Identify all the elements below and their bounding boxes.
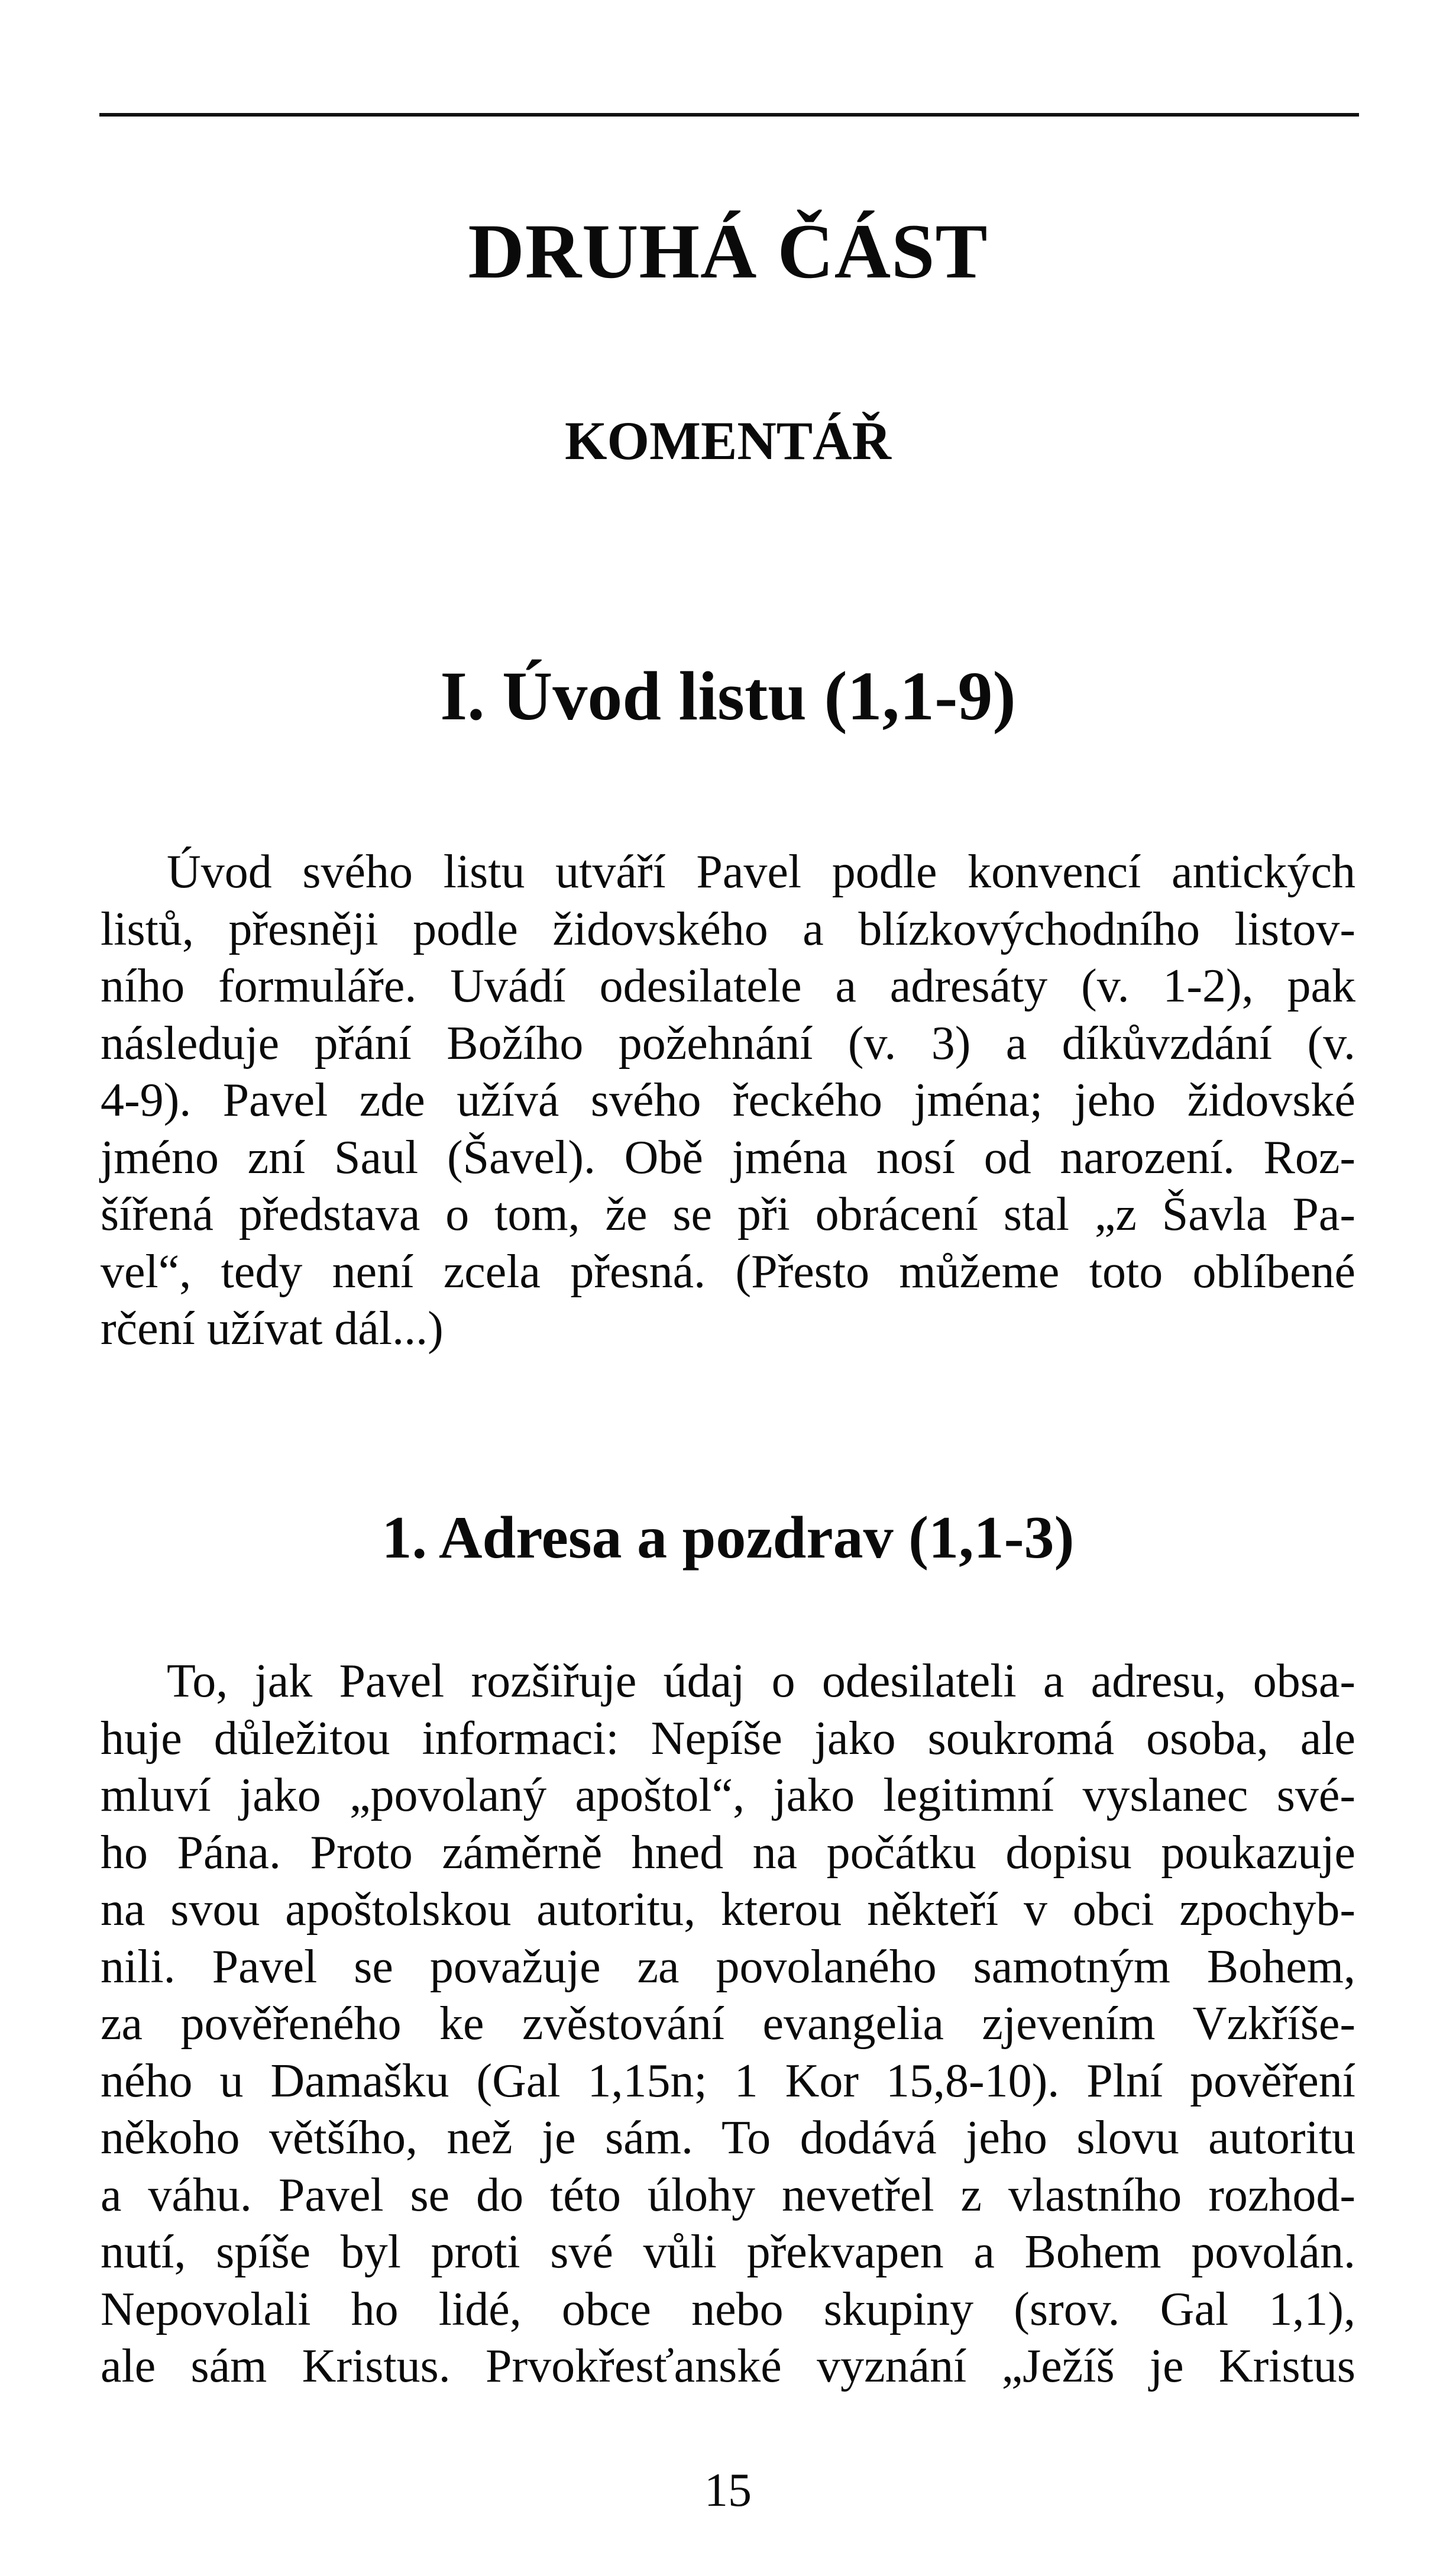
text-line: nili. Pavel se považuje za povolaného samotným Bohem, — [101, 1940, 1355, 1993]
text-line: ho Pána. Proto záměrně hned na počátku dopisu poukazuje — [101, 1826, 1355, 1879]
top-rule — [99, 113, 1359, 117]
text-line: ného u Damašku (Gal 1,15n; 1 Kor 15,8-10). Plní pověření — [101, 2054, 1355, 2107]
text-line: nutí, spíše byl proti své vůli překvapen a Bohem povolán. — [101, 2226, 1355, 2278]
text-line: jméno zní Saul (Šavel). Obě jména nosí od narození. Roz- — [101, 1131, 1355, 1184]
text-line: na svou apoštolskou autoritu, kterou někteří v obci zpochyb- — [101, 1883, 1355, 1936]
text-line: listů, přesněji podle židovského a blízkovýchodního listov- — [101, 903, 1355, 955]
text-line: a váhu. Pavel se do této úlohy nevetřel z vlastního rozhod- — [101, 2169, 1355, 2221]
text-line: následuje přání Božího požehnání (v. 3) a díkůvzdání (v. — [101, 1017, 1355, 1070]
text-line: šířená představa o tom, že se při obrácení stal „z Šavla Pa- — [101, 1188, 1355, 1240]
part-title: DRUHÁ ČÁST — [468, 208, 988, 295]
paragraph-intro — [101, 844, 1355, 1358]
text-line: huje důležitou informaci: Nepíše jako soukromá osoba, ale — [101, 1712, 1355, 1765]
part-subtitle: KOMENTÁŘ — [565, 411, 891, 471]
text-line: ale sám Kristus. Prvokřesťanské vyznání „Ježíš je Kristus — [101, 2340, 1355, 2392]
text-line: ního formuláře. Uvádí odesilatele a adresáty (v. 1-2), pak — [101, 960, 1355, 1012]
page-number: 15 — [704, 2464, 752, 2516]
text-line: 4-9). Pavel zde užívá svého řeckého jména; jeho židovské — [101, 1074, 1355, 1126]
text-line: někoho většího, než je sám. To dodává jeho slovu autoritu — [101, 2112, 1355, 2164]
text-line: rčení užívat dál...) — [101, 1303, 444, 1355]
chapter-heading: I. Úvod listu (1,1-9) — [440, 657, 1016, 735]
paragraph-address — [101, 1653, 1355, 2395]
text-line: mluví jako „povolaný apoštol“, jako legitimní vyslanec své- — [101, 1769, 1355, 1821]
text-line: To, jak Pavel rozšiřuje údaj o odesilateli a adresu, obsa- — [167, 1655, 1355, 1707]
text-line: za pověřeného ke zvěstování evangelia zjevením Vzkříše- — [101, 1998, 1355, 2050]
section-heading: 1. Adresa a pozdrav (1,1-3) — [381, 1504, 1075, 1571]
text-line: vel“, tedy není zcela přesná. (Přesto můžeme toto oblíbené — [101, 1245, 1355, 1298]
text-line: Úvod svého listu utváří Pavel podle konvencí antických — [167, 846, 1355, 898]
text-line: Nepovolali ho lidé, obce nebo skupiny (srov. Gal 1,1), — [101, 2283, 1355, 2335]
